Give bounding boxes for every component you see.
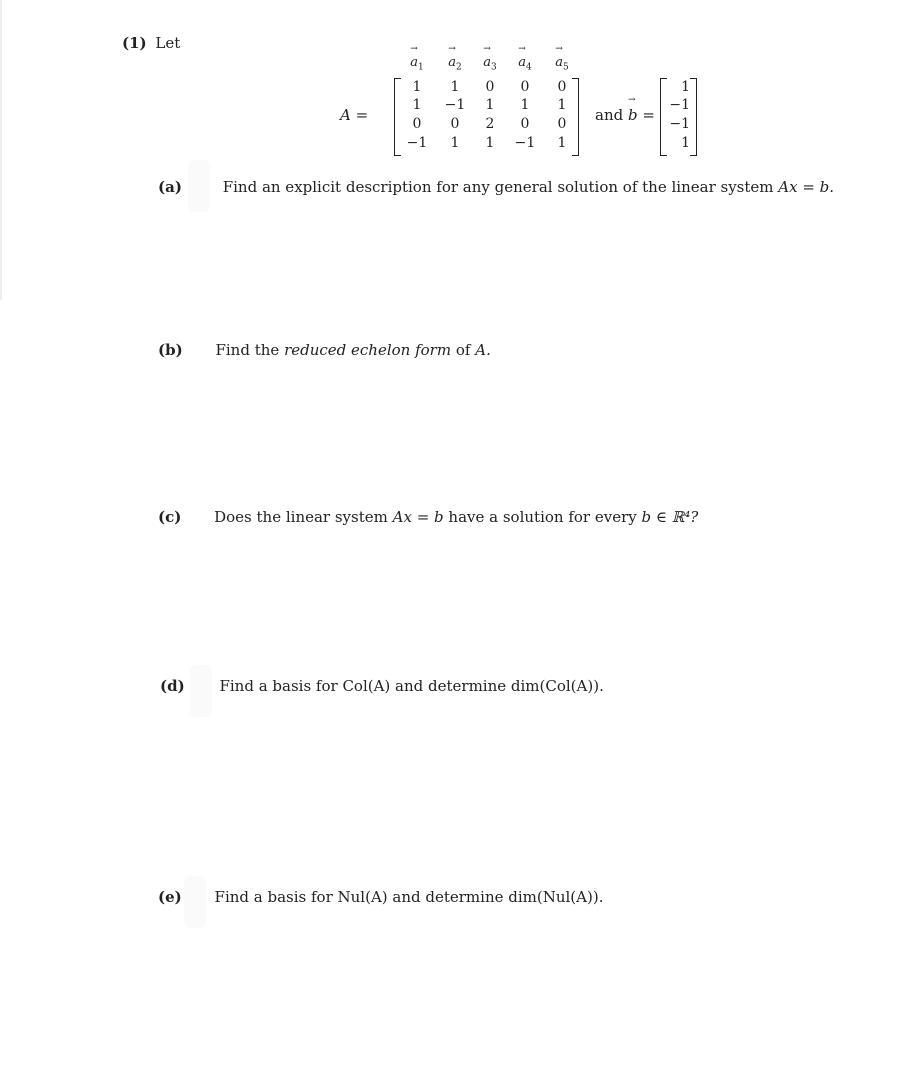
b-symbol: → b <box>628 106 638 124</box>
part-text: Find an explicit description for any general solution of the linear system <box>222 178 774 196</box>
header-letter: → a <box>483 55 491 70</box>
matrix-cell: 0 <box>520 116 530 132</box>
part-d <box>160 677 604 695</box>
header-sub: 1 <box>418 62 424 73</box>
header-letter: → a <box>448 55 456 70</box>
part-math: A. <box>475 341 491 359</box>
part-math: Ax = b <box>392 508 444 526</box>
part-label: (b) <box>158 341 183 359</box>
matrix-cell: 1 <box>520 97 530 113</box>
b-equals: = <box>642 106 655 124</box>
matrix-cell: 1 <box>557 97 567 113</box>
left-bracket <box>394 78 401 156</box>
matrix-cell: 1 <box>485 135 495 151</box>
matrix-cell: 1 <box>557 135 567 151</box>
column-header <box>440 55 470 73</box>
matrix-cell: 1 <box>450 79 460 95</box>
page-edge <box>0 0 2 300</box>
column-header <box>510 55 540 73</box>
b-vector-cell: 1 <box>681 135 690 151</box>
matrix-cell: 0 <box>557 79 567 95</box>
part-text: of <box>455 341 471 359</box>
part-label: (a) <box>158 178 182 196</box>
part-label: (d) <box>160 677 185 695</box>
problem-number: (1) <box>122 34 147 52</box>
matrix-cell: 1 <box>485 97 495 113</box>
header-letter: → a <box>555 55 563 70</box>
matrix-cell: 0 <box>520 79 530 95</box>
matrix-cell: −1 <box>444 97 466 113</box>
matrix-cell: −1 <box>514 135 536 151</box>
header-letter: → a <box>410 55 418 70</box>
problem-intro: Let <box>155 34 181 52</box>
header-sub: 5 <box>563 62 569 73</box>
matrix-cell: 0 <box>412 116 422 132</box>
b-vector-cell: 1 <box>681 79 690 95</box>
part-text: Find the <box>215 341 280 359</box>
part-c <box>158 508 698 526</box>
header-sub: 3 <box>491 62 497 73</box>
column-header <box>475 55 505 73</box>
matrix-cell: 2 <box>485 116 495 132</box>
b-right-bracket <box>690 78 697 156</box>
part-label: (e) <box>158 888 182 906</box>
header-sub: 2 <box>456 62 462 73</box>
part-a <box>158 178 834 196</box>
b-vector-cell: −1 <box>669 97 690 113</box>
part-e <box>158 888 603 906</box>
problem-heading <box>122 34 180 52</box>
part-math: b ∈ ℝ⁴? <box>641 508 699 526</box>
header-letter: → a <box>518 55 526 70</box>
part-text: Find a basis for Col(A) and determine dim(Col(A)). <box>219 677 604 695</box>
part-label: (c) <box>158 508 182 526</box>
matrix-cell: 0 <box>450 116 460 132</box>
part-text: have a solution for every <box>448 508 637 526</box>
matrix-cell: 1 <box>412 79 422 95</box>
connector-and <box>595 106 655 124</box>
header-sub: 4 <box>526 62 532 73</box>
matrix-cell: −1 <box>406 135 428 151</box>
matrix-cell: 0 <box>485 79 495 95</box>
part-text: Does the linear system <box>214 508 388 526</box>
b-vector-cell: −1 <box>669 116 690 132</box>
column-header <box>547 55 577 73</box>
matrix-cell: 1 <box>450 135 460 151</box>
part-text: Find a basis for Nul(A) and determine dim(Nul(A)). <box>214 888 604 906</box>
part-b <box>158 341 491 359</box>
column-header <box>402 55 432 73</box>
matrix-lhs: A = <box>340 106 369 124</box>
and-text: and <box>595 106 624 124</box>
matrix-cell: 1 <box>412 97 422 113</box>
part-math: Ax = b. <box>778 178 835 196</box>
part-emphasis: reduced echelon form <box>284 341 452 359</box>
matrix-cell: 0 <box>557 116 567 132</box>
